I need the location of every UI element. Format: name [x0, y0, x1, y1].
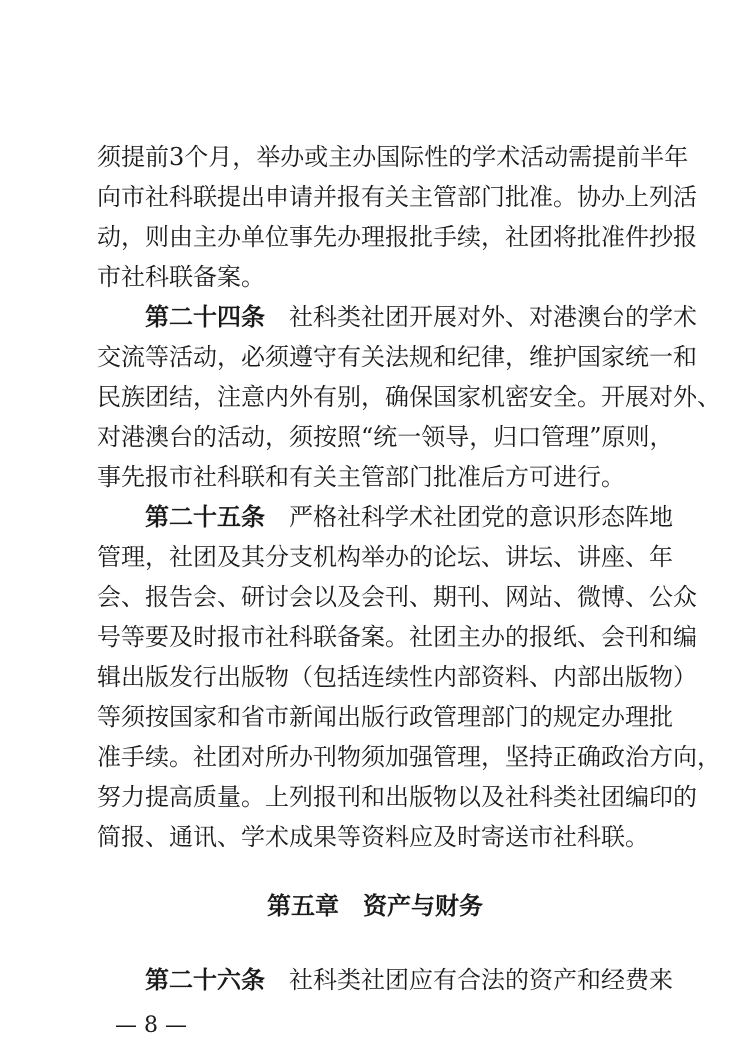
- paragraph-line: 号等要及时报市社科联备案。社团主办的报纸、会刊和编: [97, 623, 697, 651]
- article-25-first-line: [145, 497, 673, 537]
- page-number: — 8 —: [115, 1013, 187, 1038]
- paragraph-line: 动，则由主办单位事先办理报批手续，社团将批准件抄报: [97, 223, 697, 251]
- article-text: 社科类社团应有合法的资产和经费来: [289, 966, 673, 994]
- paragraph-line: 须提前3个月，举办或主办国际性的学术活动需提前半年: [97, 143, 689, 171]
- article-number: 第二十四条: [145, 303, 265, 331]
- article-24-first-line: [145, 297, 697, 337]
- article-number: 第二十五条: [145, 503, 265, 531]
- paragraph-line: 向市社科联提出申请并报有关主管部门批准。协办上列活: [97, 183, 697, 211]
- paragraph-line: 交流等活动，必须遵守有关法规和纪律，维护国家统一和: [97, 343, 697, 371]
- paragraph-line: 等须按国家和省市新闻出版行政管理部门的规定办理批: [97, 703, 673, 731]
- paragraph-line: 民族团结，注意内外有别，确保国家机密安全。开展对外、: [97, 383, 721, 411]
- chapter-title: 第五章 资产与财务: [267, 892, 483, 920]
- paragraph-line: 努力提高质量。上列报刊和出版物以及社科类社团编印的: [97, 783, 697, 811]
- paragraph-line: 管理，社团及其分支机构举办的论坛、讲坛、讲座、年: [97, 543, 673, 571]
- paragraph-line: 事先报市社科联和有关主管部门批准后方可进行。: [97, 463, 625, 491]
- paragraph-line: 简报、通讯、学术成果等资料应及时寄送市社科联。: [97, 823, 649, 851]
- paragraph-line: 市社科联备案。: [97, 263, 265, 291]
- paragraph-line: 会、报告会、研讨会以及会刊、期刊、网站、微博、公众: [97, 583, 697, 611]
- article-text: 严格社科学术社团党的意识形态阵地: [289, 503, 673, 531]
- article-26-first-line: [145, 960, 673, 1000]
- article-text: 社科类社团开展对外、对港澳台的学术: [289, 303, 697, 331]
- article-number: 第二十六条: [145, 966, 265, 994]
- paragraph-line: 辑出版发行出版物（包括连续性内部资料、内部出版物）: [97, 663, 697, 691]
- paragraph-line: 对港澳台的活动，须按照“统一领导，归口管理”原则，: [97, 423, 674, 451]
- paragraph-line: 准手续。社团对所办刊物须加强管理，坚持正确政治方向，: [97, 743, 721, 771]
